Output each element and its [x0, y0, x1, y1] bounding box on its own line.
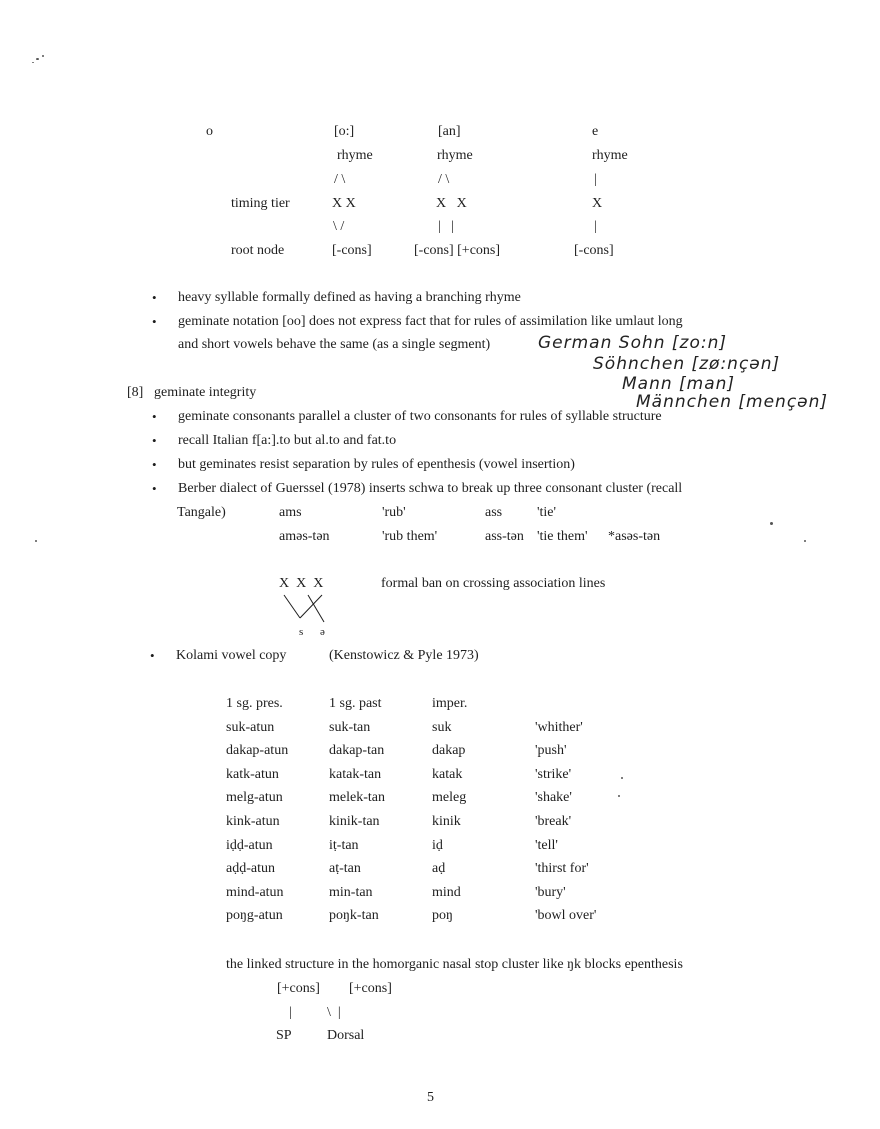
kolami-cell: kinik	[432, 814, 461, 829]
bullet-italian: recall Italian f[a:].to but al.to and fat.to	[178, 433, 397, 448]
association-line-2: \ |	[327, 1005, 341, 1020]
bullet-geminate-notation-cont: and short vowels behave the same (as a single segment)	[178, 337, 491, 352]
berber-amas-tan: aməs-tən	[279, 529, 330, 544]
page-number: 5	[427, 1090, 434, 1105]
col1-root: [-cons]	[332, 243, 372, 258]
kolami-cell: katk-atun	[226, 767, 279, 782]
scan-speck	[618, 795, 620, 797]
bullet-icon: •	[152, 409, 157, 424]
cross-schwa: ə	[320, 626, 325, 638]
col3-timing: X	[592, 196, 603, 211]
section-title: geminate integrity	[154, 385, 257, 400]
col2-branch: / \	[438, 172, 450, 187]
bullet-icon: •	[150, 648, 155, 663]
col2-head: [an]	[438, 124, 461, 139]
kolami-cell: 'bowl over'	[535, 908, 597, 923]
diagram-marker: o	[206, 124, 213, 139]
xxx-timing: X X X	[279, 576, 324, 591]
bullet-berber: Berber dialect of Guerssel (1978) inserts schwa to break up three consonant cluster (recall	[178, 481, 683, 496]
association-line-1: |	[289, 1005, 292, 1020]
kolami-cell: aḍḍ-atun	[226, 861, 275, 876]
kolami-cell: poŋ	[432, 908, 453, 923]
dorsal-node: Dorsal	[327, 1028, 365, 1043]
kolami-cell: poŋk-tan	[329, 908, 379, 923]
kolami-cell: iṭ-tan	[329, 838, 359, 853]
kolami-cell: katak-tan	[329, 767, 382, 782]
bullet-epenthesis: but geminates resist separation by rules of epenthesis (vowel insertion)	[178, 457, 575, 472]
bullet-icon: •	[152, 290, 157, 305]
kolami-cell: min-tan	[329, 885, 373, 900]
handwritten-mann: Mann [man]	[622, 374, 736, 394]
nasal-sentence: the linked structure in the homorganic nasal stop cluster like ŋk blocks epenthesis	[226, 957, 683, 972]
scan-speck	[804, 540, 806, 542]
kolami-cell: suk-tan	[329, 720, 371, 735]
kolami-header: 1 sg. past	[329, 696, 382, 711]
col1-timing: X X	[332, 196, 356, 211]
col2-root: [-cons] [+cons]	[414, 243, 501, 258]
scan-speck	[42, 55, 44, 57]
berber-tie-them: 'tie them'	[537, 529, 588, 544]
kolami-cell: iḍ	[432, 838, 443, 853]
kolami-header: imper.	[432, 696, 468, 711]
feature-cons-1: [+cons]	[277, 981, 320, 996]
kolami-cell: dakap	[432, 743, 466, 758]
kolami-cell: melg-atun	[226, 790, 283, 805]
root-node-label: root node	[231, 243, 285, 258]
bullet-icon: •	[152, 481, 157, 496]
kolami-cell: mind	[432, 885, 461, 900]
berber-ass: ass	[485, 505, 503, 520]
kolami-cell: kinik-tan	[329, 814, 380, 829]
kolami-cell: mind-atun	[226, 885, 284, 900]
kolami-cell: melek-tan	[329, 790, 385, 805]
berber-ass-tan: ass-tən	[485, 529, 524, 544]
col2-link: | |	[438, 219, 455, 234]
kolami-cell: 'thirst for'	[535, 861, 589, 876]
handwritten-sohn: German Sohn [zo:n]	[538, 333, 728, 353]
sp-node: SP	[276, 1028, 292, 1043]
bullet-icon: •	[152, 457, 157, 472]
berber-tie: 'tie'	[537, 505, 557, 520]
kolami-cell: suk	[432, 720, 452, 735]
scan-speck	[32, 62, 34, 63]
kolami-header: 1 sg. pres.	[226, 696, 283, 711]
col1-link: \ /	[333, 219, 345, 234]
col2-rhyme: rhyme	[437, 148, 473, 163]
berber-rub-them: 'rub them'	[382, 529, 438, 544]
handwritten-mannchen: Männchen [mençən]	[636, 392, 829, 412]
col3-rhyme: rhyme	[592, 148, 628, 163]
berber-asas-tan: *asəs-tən	[608, 529, 661, 544]
scan-speck	[770, 522, 773, 525]
bullet-geminate-parallel: geminate consonants parallel a cluster of two consonants for rules of syllable structure	[178, 409, 662, 424]
col3-root: [-cons]	[574, 243, 614, 258]
kolami-cell: suk-atun	[226, 720, 275, 735]
kolami-cell: iḍḍ-atun	[226, 838, 273, 853]
bullet-geminate-notation: geminate notation [oo] does not express fact that for rules of assimilation like umlaut long	[178, 314, 683, 329]
kolami-cell: dakap-tan	[329, 743, 385, 758]
col1-branch: / \	[334, 172, 346, 187]
kolami-cell: 'break'	[535, 814, 572, 829]
kolami-title: Kolami vowel copy	[176, 648, 287, 663]
kolami-cell: poŋg-atun	[226, 908, 283, 923]
scan-speck	[621, 777, 623, 779]
col3-branch: |	[594, 172, 597, 187]
col1-rhyme: rhyme	[337, 148, 373, 163]
section-number: [8]	[127, 385, 144, 400]
kolami-cell: aṭ-tan	[329, 861, 361, 876]
bullet-heavy-syllable: heavy syllable formally defined as having a branching rhyme	[178, 290, 521, 305]
berber-ams: ams	[279, 505, 302, 520]
crossing-note: formal ban on crossing association lines	[381, 576, 606, 591]
timing-tier-label: timing tier	[231, 196, 290, 211]
kolami-cell: 'strike'	[535, 767, 572, 782]
kolami-cell: katak	[432, 767, 463, 782]
kolami-cell: 'whither'	[535, 720, 583, 735]
kolami-cell: 'bury'	[535, 885, 566, 900]
col3-head: e	[592, 124, 599, 139]
kolami-cell: 'push'	[535, 743, 567, 758]
col3-link: |	[594, 219, 597, 234]
kolami-cell: 'shake'	[535, 790, 572, 805]
cross-s: s	[299, 626, 304, 638]
bullet-icon: •	[152, 314, 157, 329]
kolami-cell: dakap-atun	[226, 743, 289, 758]
kolami-citation: (Kenstowicz & Pyle 1973)	[329, 648, 479, 663]
scan-speck	[36, 58, 39, 60]
kolami-cell: aḍ	[432, 861, 446, 876]
bullet-icon: •	[152, 433, 157, 448]
crossing-lines-diagram	[278, 592, 338, 632]
col2-timing: X X	[436, 196, 467, 211]
kolami-cell: meleg	[432, 790, 467, 805]
handwritten-sohnchen: Söhnchen [zø:nçən]	[593, 354, 781, 374]
berber-rub: 'rub'	[382, 505, 406, 520]
kolami-cell: 'tell'	[535, 838, 558, 853]
kolami-cell: kink-atun	[226, 814, 280, 829]
col1-head: [o:]	[334, 124, 355, 139]
scan-speck	[35, 540, 37, 542]
tangale-note: Tangale)	[177, 505, 226, 520]
feature-cons-2: [+cons]	[349, 981, 392, 996]
